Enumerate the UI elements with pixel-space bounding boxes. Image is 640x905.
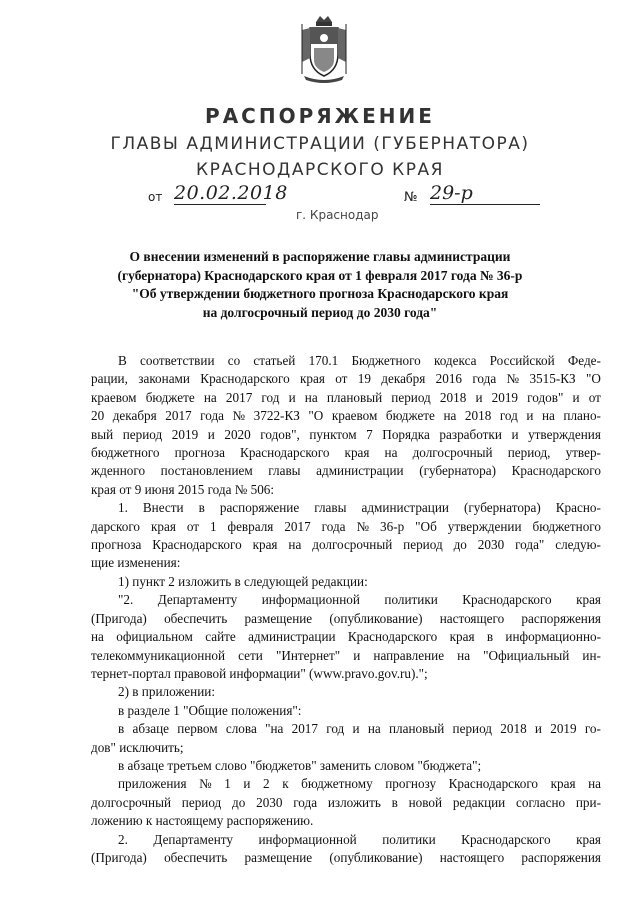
- title-line: на долгосрочный период до 2030 года": [202, 304, 438, 320]
- body-line: в абзаце третьем слово "бюджетов" заменить словом "бюджета";: [118, 757, 482, 773]
- body-line: краевом бюджете на 2017 год и на плановый период 2018 и 2019 годов" и от: [91, 389, 601, 405]
- body-line: жденного постановлением главы администрации (губернатора) Краснодарского: [91, 463, 601, 479]
- coat-of-arms-emblem: [296, 14, 352, 84]
- title-line: О внесении изменений в распоряжение главы администрации: [129, 249, 511, 264]
- body-line: прогноза Краснодарского края на долгосрочный период до 2030 года" следую-: [91, 537, 601, 553]
- body-line: края от 9 июня 2015 года № 506:: [91, 481, 275, 497]
- body-line: 1) пункт 2 изложить в следующей редакции:: [118, 573, 368, 589]
- body-line: 2. Департаменту информационной политики Краснодарского края: [118, 831, 601, 847]
- body-line: (Пригода) обеспечить размещение (опубликование) настоящего распоряжения: [91, 610, 601, 626]
- title-line: "Об утверждении бюджетного прогноза Краснодарского края: [131, 286, 509, 301]
- body-line: долгосрочный период до 2030 года изложить в новой редакции согласно при-: [91, 794, 601, 810]
- body-line: дарского края от 1 февраля 2017 года № 36-р "Об утверждении бюджетного: [91, 518, 601, 534]
- body-line: 1. Внести в распоряжение главы администрации (губернатора) Красно-: [118, 500, 601, 516]
- body-line: В соответствии со статьей 170.1 Бюджетного кодекса Российской Феде-: [118, 353, 601, 368]
- body-line: (Пригода) обеспечить размещение (опубликование) настоящего распоряжения: [91, 849, 601, 865]
- document-body: [91, 352, 601, 867]
- document-number: 29-р: [430, 182, 540, 205]
- issuer-heading-line2: КРАСНОДАРСКОГО КРАЯ: [196, 160, 444, 180]
- body-line: на официальном сайте администрации Краснодарского края в информационно-: [91, 629, 601, 645]
- title-line: (губернатора) Краснодарского края от 1 февраля 2017 года № 36-р: [117, 267, 523, 283]
- issuer-heading-line1: ГЛАВЫ АДМИНИСТРАЦИИ (ГУБЕРНАТОРА): [110, 134, 530, 154]
- body-line: в разделе 1 "Общие положения":: [118, 702, 302, 718]
- body-line: 20 декабря 2017 года № 3722-КЗ "О краевом бюджете на 2018 год и на плано-: [91, 408, 601, 424]
- date-label: от: [148, 190, 163, 204]
- body-line: бюджетного прогноза Краснодарского края на долгосрочный период, утвер-: [91, 445, 601, 461]
- body-line: 2) в приложении:: [118, 684, 215, 700]
- body-line: вый период 2019 и 2020 годов", пунктом 7 Порядка разработки и утверждения: [91, 426, 601, 442]
- body-line: ложению к настоящему распоряжению.: [91, 813, 314, 829]
- city-label: г. Краснодар: [296, 208, 379, 222]
- body-line: приложения № 1 и 2 к бюджетному прогнозу Краснодарского края на: [118, 776, 601, 792]
- number-label: №: [404, 190, 418, 205]
- body-line: тернет-портал правовой информации" (www.pravo.gov.ru).";: [91, 665, 428, 681]
- body-line: щие изменения:: [91, 555, 181, 571]
- body-line: в абзаце первом слова "на 2017 год и на плановый период 2018 и 2019 го-: [118, 721, 601, 737]
- body-line: телекоммуникационной сети "Интернет" и направление на "Официальный ин-: [91, 647, 601, 663]
- document-subject-title: [100, 248, 540, 322]
- body-line: дов" исключить;: [91, 739, 184, 755]
- document-type-heading: РАСПОРЯЖЕНИЕ: [205, 104, 435, 128]
- document-date: 20.02.2018: [174, 182, 288, 204]
- body-line: рации, законами Краснодарского края от 19 декабря 2016 года № 3515-КЗ "О: [91, 371, 601, 387]
- body-line: "2. Департаменту информационной политики Краснодарского края: [118, 592, 601, 608]
